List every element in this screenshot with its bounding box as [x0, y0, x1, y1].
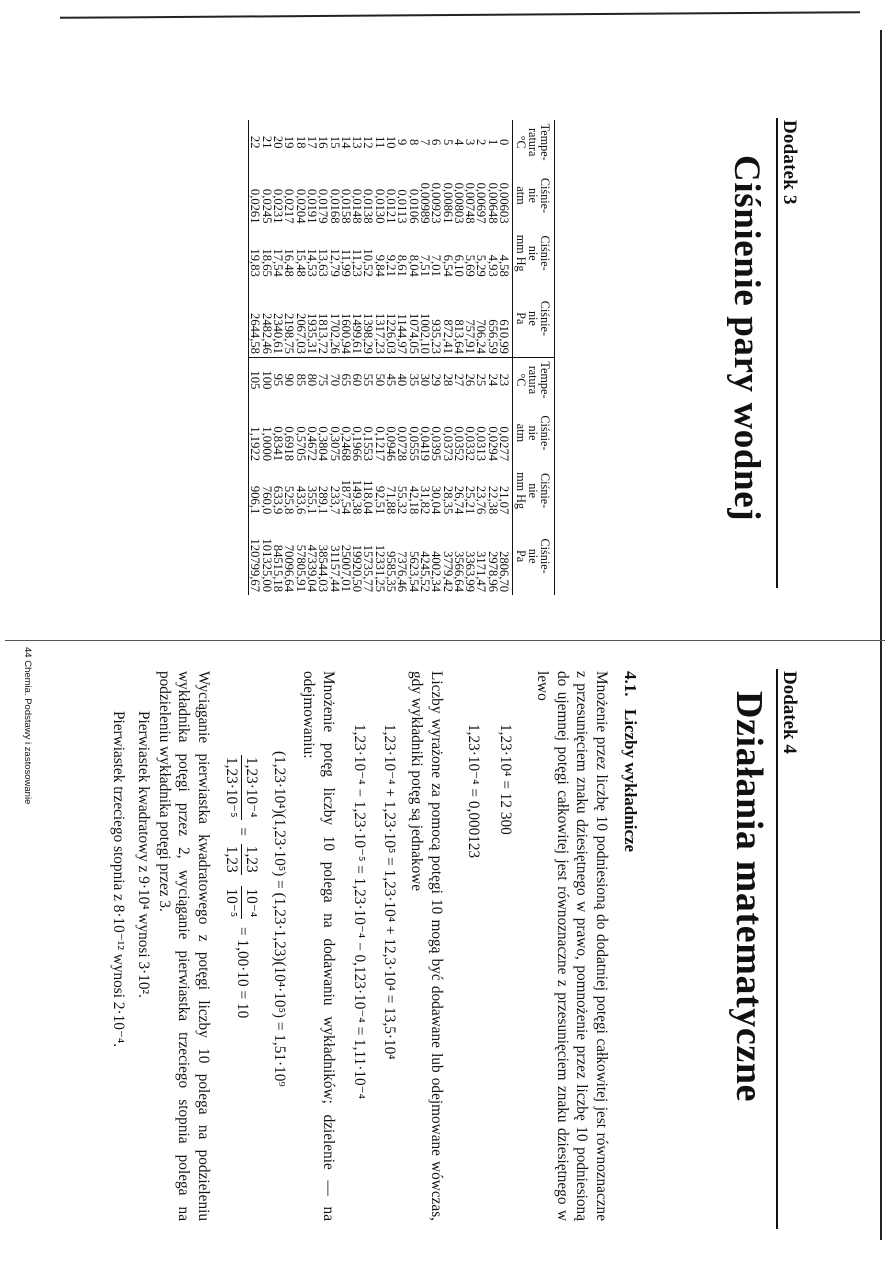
- pressure-cell: 15,48: [293, 248, 308, 277]
- pressure-cell: 0,0419: [417, 426, 432, 461]
- column-header-line: Tempe-: [538, 123, 552, 161]
- temperature-cell: 15: [327, 135, 342, 149]
- pressure-cell: 2482,46: [259, 313, 274, 354]
- equation-3: 1,23·10⁻⁴ + 1,23·10⁵ = 1,23·10⁴ + 12,3·10⁴ = 13,5·10⁴: [381, 724, 398, 1060]
- column-header-line: nie: [526, 188, 540, 203]
- pressure-cell: 5,29: [474, 254, 489, 277]
- pressure-cell: 0,0332: [463, 426, 478, 461]
- pressure-cell: 4,93: [485, 254, 500, 277]
- pressure-cell: 5623,54: [406, 551, 421, 592]
- pressure-cell: 47339,04: [304, 544, 319, 592]
- pressure-cell: 19,83: [248, 248, 263, 277]
- equation-1: 1,23·10⁴ = 12 300: [497, 724, 514, 835]
- pressure-cell: 118,04: [361, 480, 376, 515]
- section-heading: [620, 671, 640, 852]
- pressure-cell: 70096,64: [282, 544, 297, 592]
- pressure-cell: 1002,10: [417, 313, 432, 354]
- pressure-cell: 9,21: [384, 254, 399, 277]
- pressure-cell: 0,0261: [248, 188, 263, 224]
- pressure-cell: 13,63: [316, 248, 331, 277]
- pressure-cell: 1144,97: [395, 313, 410, 354]
- pressure-cell: 289,1: [316, 485, 331, 515]
- table-row: [373, 120, 384, 595]
- column-header-line: nie: [526, 310, 540, 326]
- pressure-cell: 18,65: [259, 248, 274, 277]
- pressure-cell: 31157,44: [327, 545, 342, 592]
- column-header-line: atm: [514, 423, 528, 443]
- fraction-numerator: 10⁻⁴: [243, 888, 260, 918]
- pressure-cell: 656,59: [485, 319, 500, 354]
- pressure-cell: 0,00989: [417, 182, 432, 224]
- page-footer: 44 Chemia. Podstawy i zastosowanie: [22, 647, 33, 805]
- column-header-line: Tempe-: [538, 361, 552, 399]
- column-header: [513, 120, 555, 164]
- pressure-cell: 1813,72: [316, 313, 331, 354]
- pressure-cell: 2806,70: [497, 551, 511, 592]
- pressure-cell: 31,82: [417, 485, 432, 515]
- pressure-cell: 0,0217: [282, 188, 297, 224]
- pressure-cell: 17,54: [271, 248, 286, 277]
- pressure-cell: 0,0352: [451, 426, 466, 461]
- column-header-line: atm: [514, 186, 528, 205]
- header-rule: [776, 118, 778, 588]
- pressure-cell: 0,0294: [485, 426, 500, 461]
- pressure-cell: 0,0130: [372, 188, 387, 224]
- pressure-cell: 872,41: [440, 319, 455, 354]
- temperature-cell: 10: [384, 135, 399, 149]
- pressure-cell: 760,0: [259, 485, 274, 515]
- pressure-cell: 42,18: [406, 485, 421, 515]
- column-header: [513, 517, 555, 595]
- pressure-cell: 610,99: [497, 319, 511, 354]
- appendix-4-label: Dodatek 4: [779, 671, 800, 754]
- paragraph-multiplication-powers: Mnożenie potęg liczby 10 polega na dodawaniu wykładników; dzielenie — na odejmowaniu:: [300, 671, 337, 1221]
- pressure-cell: 12331,25: [372, 544, 387, 592]
- pressure-cell: 355,1: [304, 485, 319, 515]
- pressure-cell: 57805,91: [293, 544, 308, 592]
- pressure-cell: 906,1: [248, 485, 263, 515]
- pressure-cell: 14,53: [304, 248, 319, 277]
- temperature-cell: 2: [474, 139, 489, 146]
- pressure-cell: 0,0728: [395, 426, 410, 461]
- pressure-cell: 21,07: [497, 485, 511, 515]
- pressure-cell: 0,0231: [271, 188, 286, 224]
- temperature-cell: 26: [464, 357, 475, 401]
- column-header-line: nie: [526, 548, 540, 564]
- column-header: [513, 227, 555, 280]
- pressure-cell: 0,3075: [327, 426, 342, 461]
- pressure-cell: 0,0121: [384, 188, 399, 224]
- pressure-cell: 3363,99: [463, 551, 478, 592]
- column-header-line: Ciśnie-: [538, 300, 552, 336]
- pressure-cell: 0,1966: [350, 426, 365, 461]
- fraction-denominator: 1,23: [223, 845, 240, 873]
- pressure-cell: 2978,96: [485, 551, 500, 592]
- column-header-line: ratura: [526, 127, 540, 157]
- pressure-cell: 55,32: [395, 485, 410, 515]
- paragraph-multiplication-shift: Mnożenie przez liczbę 10 podniesioną do dodatniej potęgi całkowitej jest równoznaczne z przesunięciem znaku dziesiętnego w prawo, pomnożenie przez liczbę 10 podniesioną do ujemnej potęgi całkowitej jest równoznaczne z przesunięciem znaku dziesiętnego w lewo: [534, 671, 610, 1221]
- pressure-cell: 0,0277: [497, 426, 511, 461]
- pressure-cell: 84515,18: [271, 544, 286, 592]
- pressure-cell: 6,10: [451, 254, 466, 277]
- pressure-cell: 0,0313: [474, 426, 489, 461]
- column-header-line: nie: [526, 483, 540, 499]
- pressure-cell: 92,51: [372, 485, 387, 515]
- pressure-cell: 0,00748: [463, 182, 478, 224]
- fraction: [222, 755, 261, 820]
- pressure-cell: 7376,46: [395, 551, 410, 592]
- pressure-cell: 2340,61: [271, 313, 286, 354]
- temperature-cell: 3: [463, 139, 478, 146]
- pressure-cell: 0,2468: [338, 426, 353, 461]
- temperature-cell: 27: [453, 357, 464, 401]
- pressure-cell: 813,64: [451, 319, 466, 354]
- pressure-cell: 1317,23: [372, 313, 387, 354]
- temperature-cell: 18: [293, 135, 308, 149]
- column-header-line: Ciśnie-: [538, 235, 552, 271]
- pressure-cell: 0,8341: [271, 426, 286, 461]
- equation-5: (1,23·10⁴)(1,23·10⁵) = (1,23·1,23)(10⁴·10⁵) = 1,51·10⁹: [271, 751, 288, 1087]
- temperature-cell: 23: [498, 357, 513, 401]
- table-row: [249, 120, 261, 595]
- temperature-cell: 100: [260, 357, 271, 401]
- pressure-cell: 4002,34: [429, 551, 444, 592]
- table-row: [294, 120, 305, 595]
- temperature-cell: 65: [340, 357, 351, 401]
- table-row: [486, 120, 497, 595]
- column-header: [513, 357, 555, 401]
- column-header: [513, 464, 555, 517]
- column-header-line: nie: [526, 245, 540, 261]
- pressure-cell: 22,38: [485, 485, 500, 515]
- pressure-cell: 0,0191: [304, 188, 319, 224]
- column-header-line: °C: [514, 373, 528, 387]
- temperature-cell: 28: [441, 357, 452, 401]
- column-header-line: °C: [514, 135, 528, 149]
- pressure-cell: 0,00697: [474, 182, 489, 224]
- pressure-cell: 9585,35: [384, 551, 399, 592]
- temperature-cell: 16: [316, 135, 331, 149]
- pressure-cell: 1702,26: [327, 313, 342, 354]
- pressure-cell: 0,0946: [384, 426, 399, 461]
- temperature-cell: 80: [306, 357, 317, 401]
- pressure-cell: 26,74: [451, 485, 466, 515]
- pressure-cell: 12,79: [327, 248, 342, 277]
- pressure-cell: 187,54: [338, 479, 353, 515]
- pressure-cell: 0,00861: [440, 182, 455, 224]
- temperature-cell: 13: [350, 135, 365, 149]
- page-appendix-4: [0, 631, 893, 1262]
- pressure-cell: 2198,75: [282, 313, 297, 354]
- paragraph-roots: Wyciąganie pierwiastka kwadratowego z potęgi liczby 10 polega na podzieleniu wykładnika potęgi przez 2, wyciąganie pierwiastka trzeciego stopnia polega na podzieleniu wykładnika potęgi przez 3.: [156, 671, 212, 1221]
- appendix-4-title: Działania matematyczne: [728, 691, 770, 1103]
- paragraph-addition: Liczby wyrażone za pomocą potęgi 10 mogą być dodawane lub odejmowane wówczas, gdy wykładniki potęg są jednakowe: [408, 671, 445, 1221]
- pressure-cell: 4,58: [497, 254, 511, 277]
- pressure-cell: 0,0113: [395, 189, 410, 224]
- pressure-cell: 7,51: [417, 254, 432, 277]
- temperature-cell: 45: [385, 357, 396, 401]
- pressure-cell: 233,7: [327, 485, 342, 515]
- section-title: Liczby wykładnicze: [621, 709, 640, 853]
- pressure-cell: 0,5705: [293, 426, 308, 461]
- pressure-cell: 525,8: [282, 485, 297, 515]
- table-row: [407, 120, 418, 595]
- equation-6-result: = 1,00·10 = 10: [233, 927, 251, 1019]
- temperature-cell: 14: [338, 135, 353, 149]
- pressure-cell: 0,0245: [259, 188, 274, 224]
- temperature-cell: 12: [361, 135, 376, 149]
- appendix-3-label: Dodatek 3: [779, 120, 800, 205]
- pressure-cell: 120799,67: [248, 538, 263, 592]
- pressure-cell: 19920,50: [350, 544, 365, 592]
- temperature-cell: 0: [497, 139, 511, 146]
- temperature-cell: 6: [429, 139, 444, 146]
- column-header: [513, 164, 555, 226]
- pressure-cell: 0,0179: [316, 188, 331, 224]
- pressure-cell: 25007,01: [338, 544, 353, 592]
- temperature-cell: 30: [419, 357, 430, 401]
- equation-4: 1,23·10⁻⁴ − 1,23·10⁻⁵ = 1,23·10⁻⁴ − 0,123·10⁻⁴ = 1,11·10⁻⁴: [351, 724, 368, 1100]
- temperature-cell: 60: [351, 357, 362, 401]
- temperature-cell: 22: [248, 135, 263, 149]
- pressure-cell: 1600,94: [338, 313, 353, 354]
- pressure-cell: 0,00648: [485, 182, 500, 224]
- pressure-cell: 433,6: [293, 485, 308, 515]
- pressure-cell: 15735,77: [361, 544, 376, 592]
- appendix-3-title: Ciśnienie pary wodnej: [726, 155, 767, 522]
- temperature-cell: 11: [372, 136, 387, 149]
- root-example-1: Pierwiastek kwadratowy z 9·10⁴ wynosi 3·10².: [135, 711, 152, 998]
- temperature-cell: 90: [283, 357, 294, 401]
- pressure-cell: 11,23: [350, 248, 365, 277]
- pressure-cell: 1398,29: [361, 313, 376, 354]
- pressure-cell: 757,91: [463, 319, 478, 354]
- column-header: [513, 280, 555, 358]
- temperature-cell: 5: [440, 139, 455, 146]
- section-number: 4.1.: [621, 671, 640, 697]
- temperature-cell: 70: [328, 357, 339, 401]
- pressure-cell: 30,04: [429, 485, 444, 515]
- temperature-cell: 75: [317, 357, 328, 401]
- fraction-numerator: 1,23·10⁻⁴: [243, 757, 260, 818]
- temperature-cell: 29: [430, 357, 441, 401]
- pressure-cell: 633,9: [271, 485, 286, 515]
- pressure-cell: 4245,52: [417, 551, 432, 592]
- pressure-cell: 16,48: [282, 248, 297, 277]
- pressure-cell: 1,1922: [248, 426, 263, 461]
- equals-sign: =: [233, 827, 251, 837]
- header-rule: [776, 669, 778, 1229]
- pressure-cell: 0,0555: [406, 426, 421, 461]
- pressure-cell: 1074,05: [406, 313, 421, 354]
- pressure-cell: 11,99: [338, 248, 353, 277]
- temperature-cell: 40: [396, 357, 407, 401]
- pressure-cell: 8,61: [395, 254, 410, 277]
- equation-6: [222, 751, 261, 1018]
- pressure-cell: 71,88: [384, 485, 399, 515]
- pressure-cell: 149,38: [350, 479, 365, 515]
- pressure-cell: 3779,42: [440, 551, 455, 592]
- pressure-cell: 0,6918: [282, 426, 297, 461]
- table-row: [498, 120, 513, 595]
- pressure-cell: 0,3804: [316, 426, 331, 461]
- pressure-cell: 0,00803: [451, 182, 466, 224]
- temperature-cell: 21: [259, 135, 274, 149]
- fraction: [222, 844, 261, 875]
- pressure-cell: 0,0204: [293, 188, 308, 224]
- column-header-line: Ciśnie-: [538, 538, 552, 574]
- pressure-cell: 10,52: [361, 248, 376, 277]
- pressure-cell: 1,0000: [259, 426, 274, 461]
- pressure-cell: 935,23: [429, 319, 444, 354]
- pressure-cell: 9,84: [372, 254, 387, 277]
- column-header: [513, 402, 555, 464]
- column-header-line: nie: [526, 425, 540, 441]
- temperature-cell: 9: [395, 139, 410, 146]
- pressure-cell: 1226,03: [384, 313, 399, 354]
- pressure-cell: 6,54: [440, 254, 455, 277]
- fraction: [222, 886, 261, 919]
- pressure-cell: 0,4672: [304, 426, 319, 461]
- vapor-pressure-table: [248, 120, 555, 595]
- pressure-cell: 5,69: [463, 254, 478, 277]
- temperature-cell: 50: [373, 357, 384, 401]
- pressure-cell: 0,0158: [338, 188, 353, 224]
- pressure-cell: 0,1553: [361, 426, 376, 461]
- temperature-cell: 85: [294, 357, 305, 401]
- column-header-line: Ciśnie-: [538, 415, 552, 451]
- pressure-cell: 706,24: [474, 319, 489, 354]
- pressure-cell: 2644,58: [248, 313, 263, 354]
- pressure-cell: 1499,61: [350, 313, 365, 354]
- pressure-cell: 28,35: [440, 485, 455, 515]
- table-row: [260, 120, 271, 595]
- column-header-line: mm Hg: [514, 472, 528, 510]
- root-example-2: Pierwiastek trzeciego stopnia z 8·10⁻¹² wynosi 2·10⁻⁴.: [110, 711, 127, 1048]
- temperature-cell: 7: [417, 139, 432, 146]
- column-header-line: ratura: [526, 365, 540, 395]
- table-header-row: [513, 120, 555, 595]
- temperature-cell: 19: [282, 135, 297, 149]
- column-header-line: Ciśnie-: [538, 177, 552, 214]
- pressure-cell: 1935,31: [304, 313, 319, 354]
- pressure-cell: 38544,03: [316, 544, 331, 592]
- temperature-cell: 8: [406, 139, 421, 146]
- temperature-cell: 24: [486, 357, 497, 401]
- temperature-cell: 4: [451, 139, 466, 146]
- pressure-cell: 3171,47: [474, 551, 489, 592]
- fraction-numerator: 1,23: [243, 845, 260, 873]
- temperature-cell: 55: [362, 357, 373, 401]
- temperature-cell: 1: [485, 139, 500, 146]
- pressure-cell: 0,0373: [440, 426, 455, 461]
- temperature-cell: 105: [249, 357, 261, 401]
- column-header-line: mm Hg: [514, 234, 528, 272]
- pressure-cell: 0,0168: [327, 188, 342, 224]
- equation-2: 1,23·10⁻⁴ = 0,000123: [465, 724, 482, 859]
- fraction-denominator: 10⁻⁵: [223, 888, 240, 918]
- pressure-cell: 0,0106: [406, 188, 421, 224]
- fraction-denominator: 1,23·10⁻⁵: [223, 757, 240, 818]
- pressure-cell: 2067,03: [293, 313, 308, 354]
- temperature-cell: 25: [475, 357, 486, 401]
- pressure-cell: 7,01: [429, 254, 444, 277]
- pressure-cell: 0,0138: [361, 188, 376, 224]
- table-body: [249, 120, 513, 595]
- temperature-cell: 20: [271, 135, 286, 149]
- pressure-cell: 8,04: [406, 254, 421, 277]
- column-header-line: Ciśnie-: [538, 473, 552, 509]
- pressure-cell: 101325,00: [259, 538, 274, 592]
- pressure-cell: 0,0148: [350, 188, 365, 224]
- pressure-cell: 23,76: [474, 485, 489, 515]
- pressure-cell: 25,21: [463, 485, 478, 515]
- pressure-cell: 0,00923: [429, 182, 444, 224]
- column-header-line: Pa: [514, 550, 528, 563]
- pressure-cell: 0,00603: [497, 182, 511, 224]
- pressure-cell: 0,1217: [372, 426, 387, 461]
- temperature-cell: 17: [304, 135, 319, 149]
- pressure-cell: 0,0395: [429, 426, 444, 461]
- pressure-cell: 3566,64: [451, 551, 466, 592]
- temperature-cell: 95: [272, 357, 283, 401]
- column-header-line: Pa: [514, 312, 528, 325]
- temperature-cell: 35: [407, 357, 418, 401]
